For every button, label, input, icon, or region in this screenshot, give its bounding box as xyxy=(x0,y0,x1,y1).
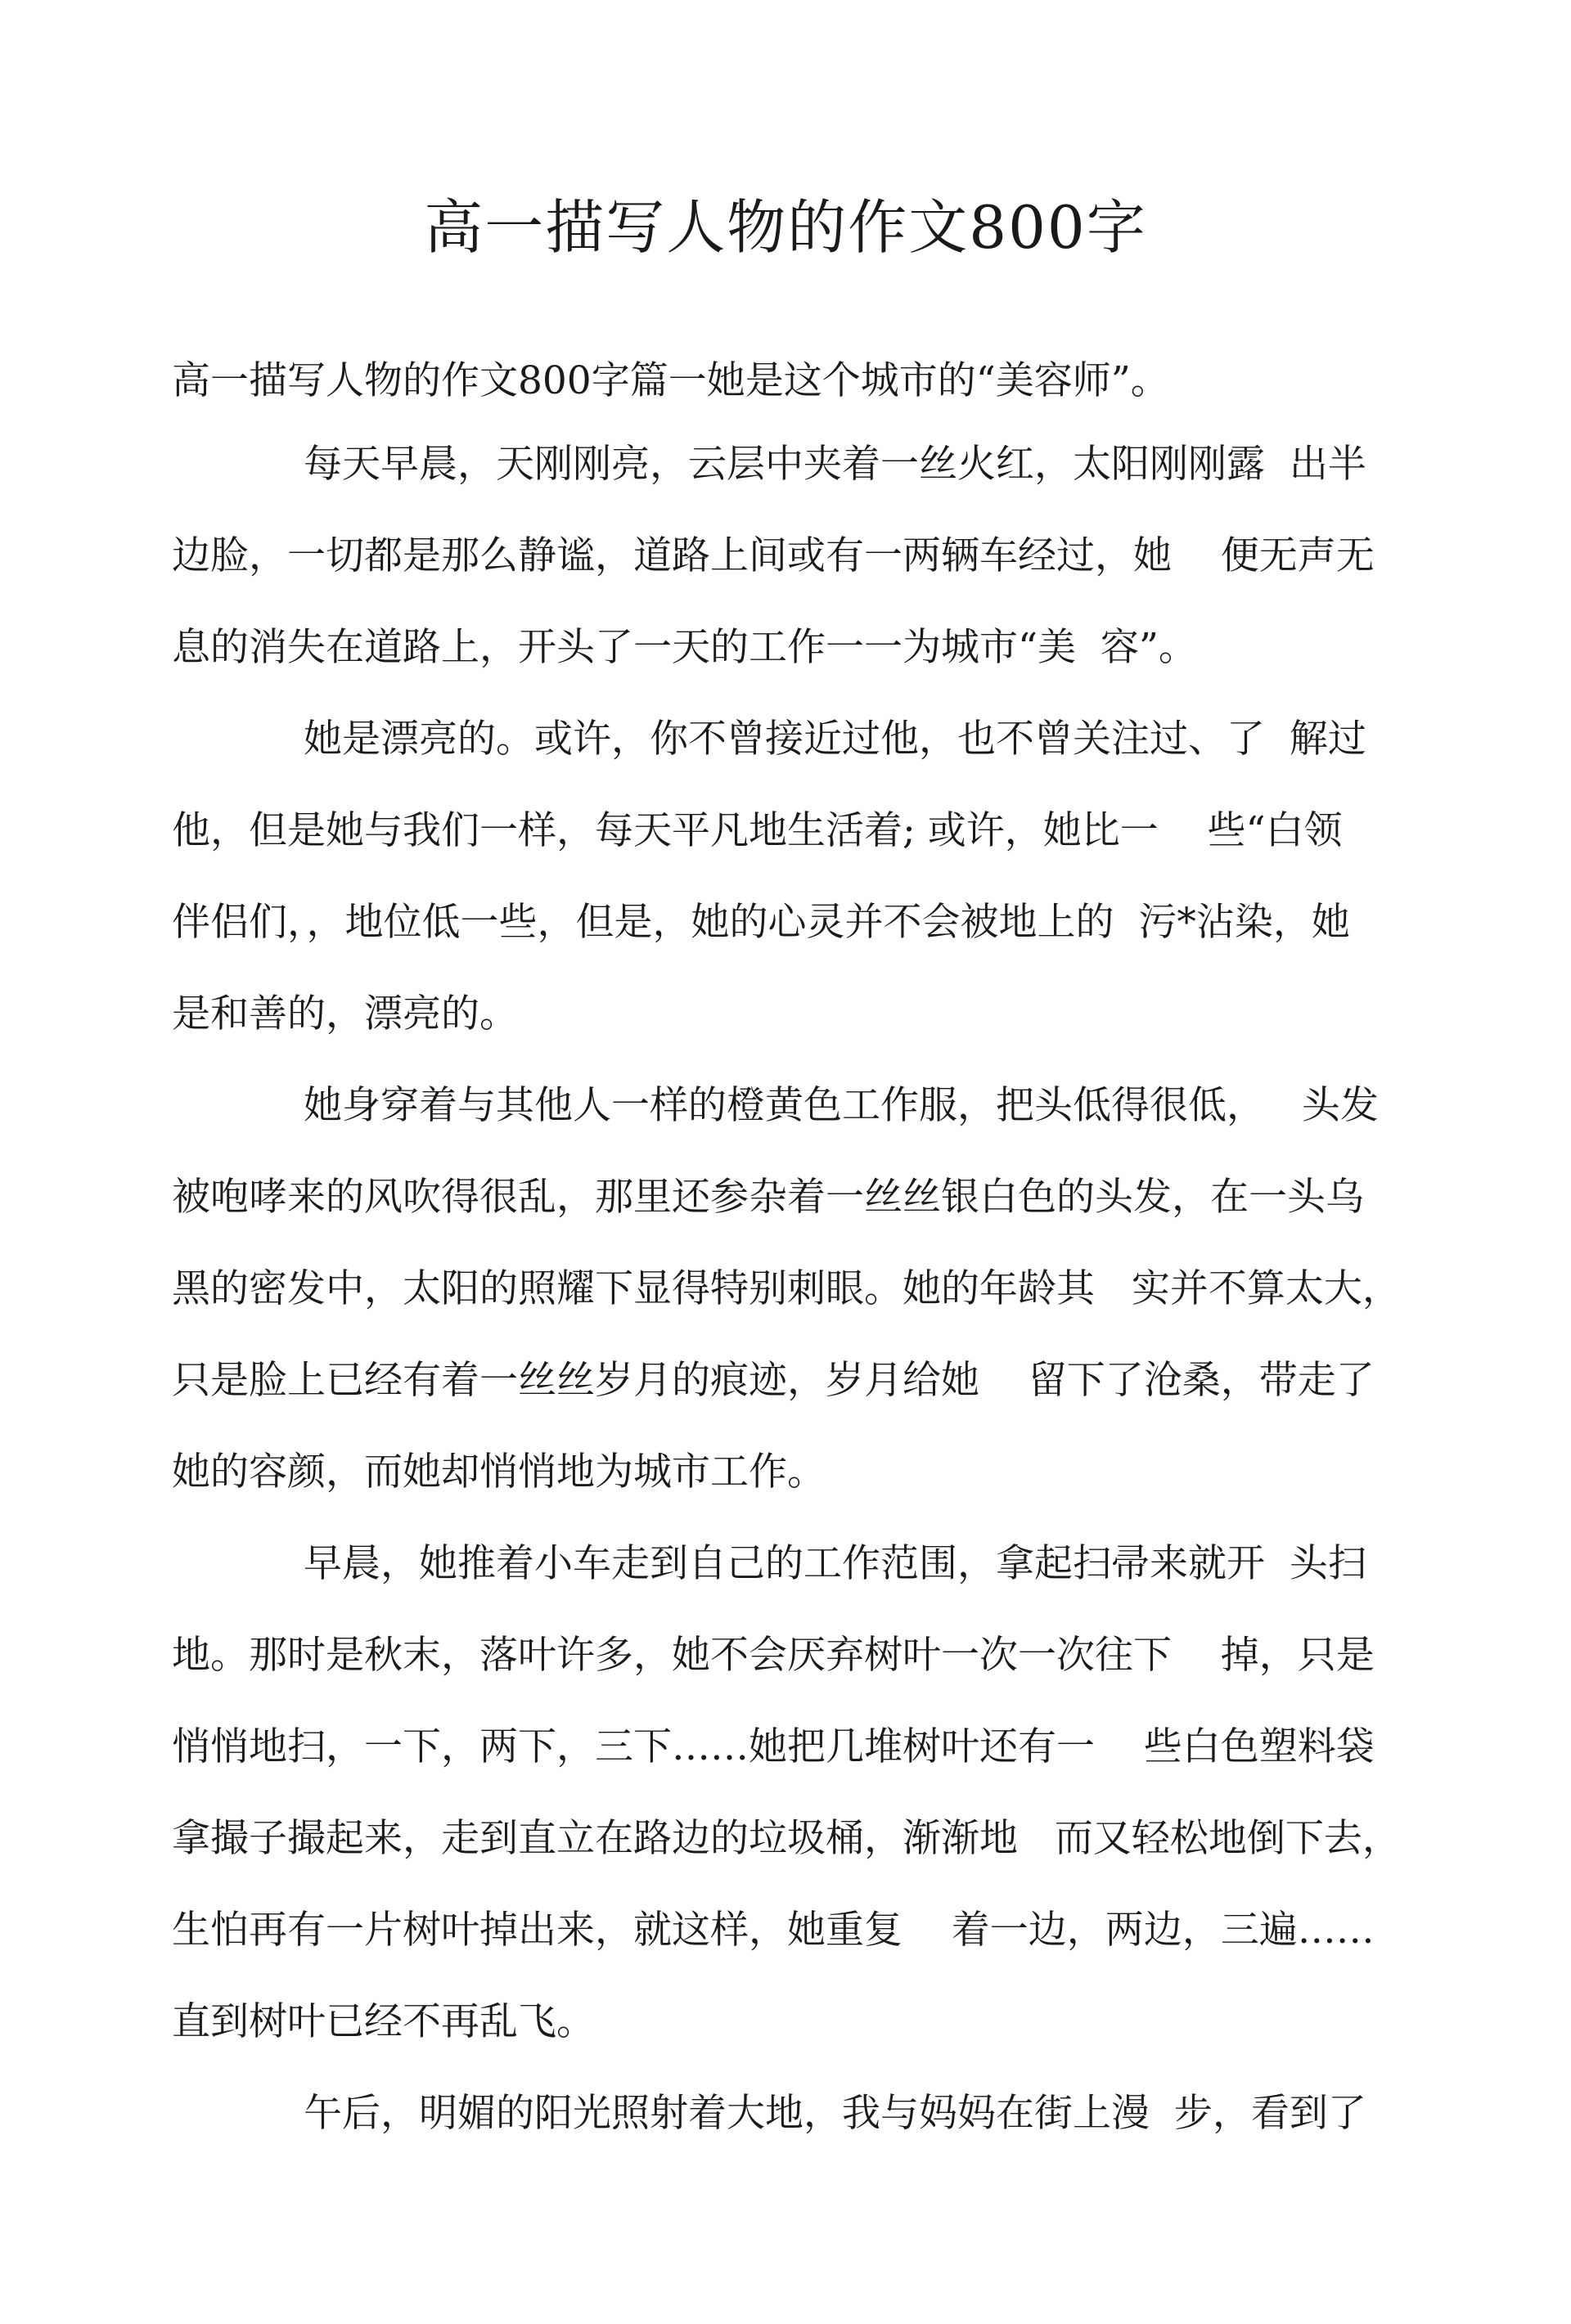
text-line: 拿撮子撮起来，走到直立在路边的垃圾桶，渐渐地 而又轻松地倒下去， xyxy=(172,1816,1401,1861)
text-line: 午后，明媚的阳光照射着大地，我与妈妈在街上漫 步，看到了 xyxy=(304,2091,1366,2136)
text-line: 她身穿着与其他人一样的橙黄色工作服，把头低得很低， 头发 xyxy=(304,1083,1379,1128)
document-title: 高一描写人物的作文800字 xyxy=(424,193,1147,262)
text-line: 他，但是她与我们一样，每天平凡地生活着; 或许，她比一 些“白领 xyxy=(172,808,1343,853)
text-line: 高一描写人物的作文800字篇一她是这个城市的“美容师”。 xyxy=(172,358,1169,403)
text-line: 息的消失在道路上，开头了一天的工作一一为城市“美 容”。 xyxy=(172,625,1197,670)
text-line: 她是漂亮的。或许，你不曾接近过他，也不曾关注过、了 解过 xyxy=(304,717,1366,762)
text-line: 黑的密发中，太阳的照耀下显得特别刺眼。她的年龄其 实并不算太大， xyxy=(172,1266,1401,1311)
text-line: 早晨，她推着小车走到自己的工作范围，拿起扫帚来就开 头扫 xyxy=(304,1541,1366,1586)
text-line: 她的容颜，而她却悄悄地为城市工作。 xyxy=(172,1450,826,1495)
text-line: 悄悄地扫，一下，两下，三下……她把几堆树叶还有一 些白色塑料袋 xyxy=(172,1724,1375,1769)
text-line: 边脸，一切都是那么静谧，道路上间或有一两辆车经过，她 便无声无 xyxy=(172,533,1375,578)
text-line: 是和善的，漂亮的。 xyxy=(172,991,518,1036)
text-line: 伴侣们，，地位低一些，但是，她的心灵并不会被地上的 污*沾染，她 xyxy=(172,900,1350,945)
text-line: 生怕再有一片树叶掉出来，就这样，她重复 着一边，两边，三遍…… xyxy=(172,1908,1375,1953)
text-line: 每天早晨，天刚刚亮，云层中夹着一丝火红，太阳刚刚露 出半 xyxy=(304,442,1366,487)
text-line: 地。那时是秋末，落叶许多，她不会厌弃树叶一次一次往下 掉，只是 xyxy=(172,1633,1375,1678)
text-line: 只是脸上已经有着一丝丝岁月的痕迹，岁月给她 留下了沧桑，带走了 xyxy=(172,1358,1375,1403)
text-line: 直到树叶已经不再乱飞。 xyxy=(172,1999,595,2044)
text-line: 被咆哮来的风吹得很乱，那里还参杂着一丝丝银白色的头发，在一头乌 xyxy=(172,1175,1364,1220)
